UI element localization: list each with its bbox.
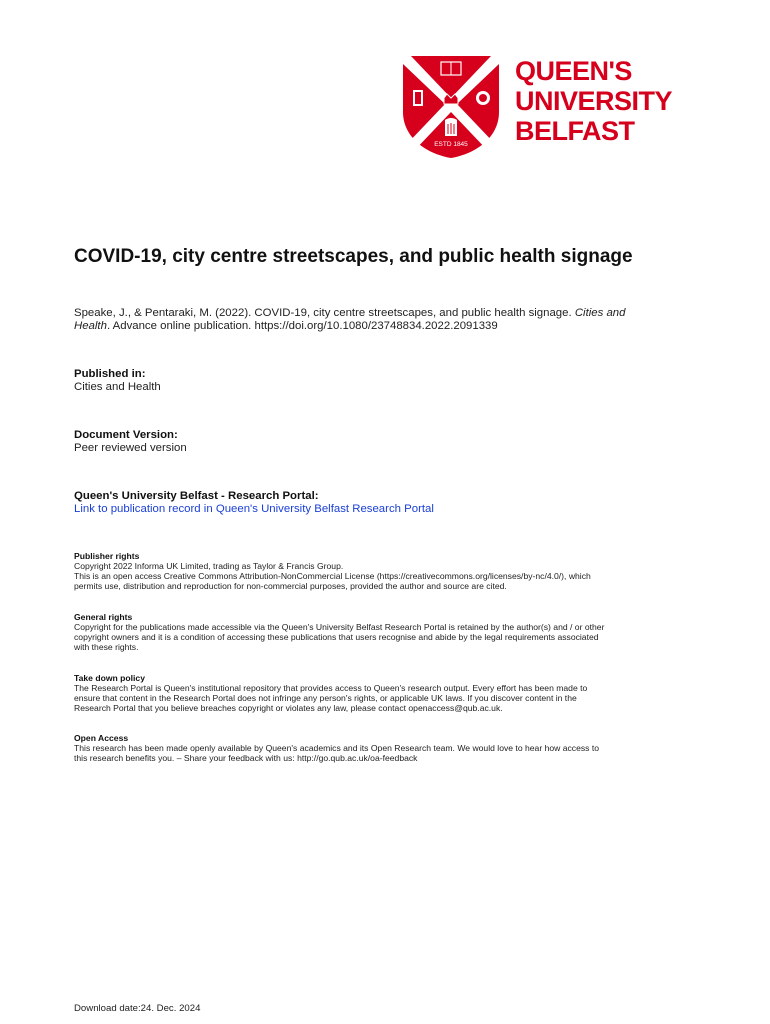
research-portal-label: Queen's University Belfast - Research Portal:: [74, 490, 319, 502]
citation: [74, 307, 714, 333]
logo-line-3: BELFAST: [515, 116, 635, 146]
general-rights-line: with these rights.: [74, 642, 139, 652]
citation-suffix: . Advance online publication. https://doi.org/10.1080/23748834.2022.2091339: [106, 320, 498, 332]
take-down-text: [74, 683, 714, 713]
research-portal-link[interactable]: Link to publication record in Queen's University Belfast Research Portal: [74, 503, 434, 515]
open-access-line: This research has been made openly available by Queen's academics and its Open Research team. We would love to hear how access to: [74, 743, 600, 753]
open-access-line: this research benefits you. – Share your feedback with us: http://go.qub.ac.uk/oa-feedback: [74, 753, 418, 763]
download-date: Download date:24. Dec. 2024: [74, 1003, 201, 1014]
take-down-heading: Take down policy: [74, 673, 145, 683]
publisher-rights-line: Copyright 2022 Informa UK Limited, trading as Taylor & Francis Group.: [74, 561, 344, 571]
general-rights-line: Copyright for the publications made accessible via the Queen's University Belfast Research Portal is retained by the author(s) and / or other: [74, 622, 605, 632]
publisher-rights-heading: Publisher rights: [74, 551, 140, 561]
logo-line-2: UNIVERSITY: [515, 86, 673, 116]
citation-journal-1: Cities and: [574, 307, 626, 319]
publisher-rights-line: permits use, distribution and reproduction for non-commercial purposes, provided the author and source are cited.: [74, 581, 507, 591]
take-down-line: ensure that content in the Research Portal does not infringe any person's rights, or applicable UK laws. If you discover content in the: [74, 693, 577, 703]
published-in-value: Cities and Health: [74, 381, 161, 393]
publication-title: COVID-19, city centre streetscapes, and public health signage: [74, 246, 633, 267]
open-access-heading: Open Access: [74, 733, 129, 743]
general-rights-heading: General rights: [74, 612, 133, 622]
open-access-text: [74, 743, 714, 763]
citation-prefix: Speake, J., & Pentaraki, M. (2022). COVID-19, city centre streetscapes, and public health signage.: [74, 307, 575, 319]
university-logo: [401, 54, 721, 164]
general-rights-line: copyright owners and it is a condition of accessing these publications that users recognise and abide by the legal requirements associated: [74, 632, 599, 642]
university-name: [515, 56, 672, 146]
logo-line-1: QUEEN'S: [515, 56, 632, 86]
citation-journal-2: Health: [74, 320, 107, 332]
document-version-label: Document Version:: [74, 429, 178, 441]
publisher-rights-text: [74, 561, 714, 591]
take-down-line: Research Portal that you believe breaches copyright or violates any law, please contact openaccess@qub.ac.uk.: [74, 703, 503, 713]
crest-estd-label: ESTD 1845: [434, 141, 468, 148]
research-portal-link-wrap: [74, 503, 434, 515]
document-version-value: Peer reviewed version: [74, 442, 187, 454]
general-rights-text: [74, 622, 714, 652]
publisher-rights-line: This is an open access Creative Commons Attribution-NonCommercial License (https://creativecommons.org/licenses/by-nc/4.0/), which: [74, 571, 591, 581]
published-in-label: Published in:: [74, 368, 146, 380]
take-down-line: The Research Portal is Queen's institutional repository that provides access to Queen's research output. Every effort has been made to: [74, 683, 588, 693]
